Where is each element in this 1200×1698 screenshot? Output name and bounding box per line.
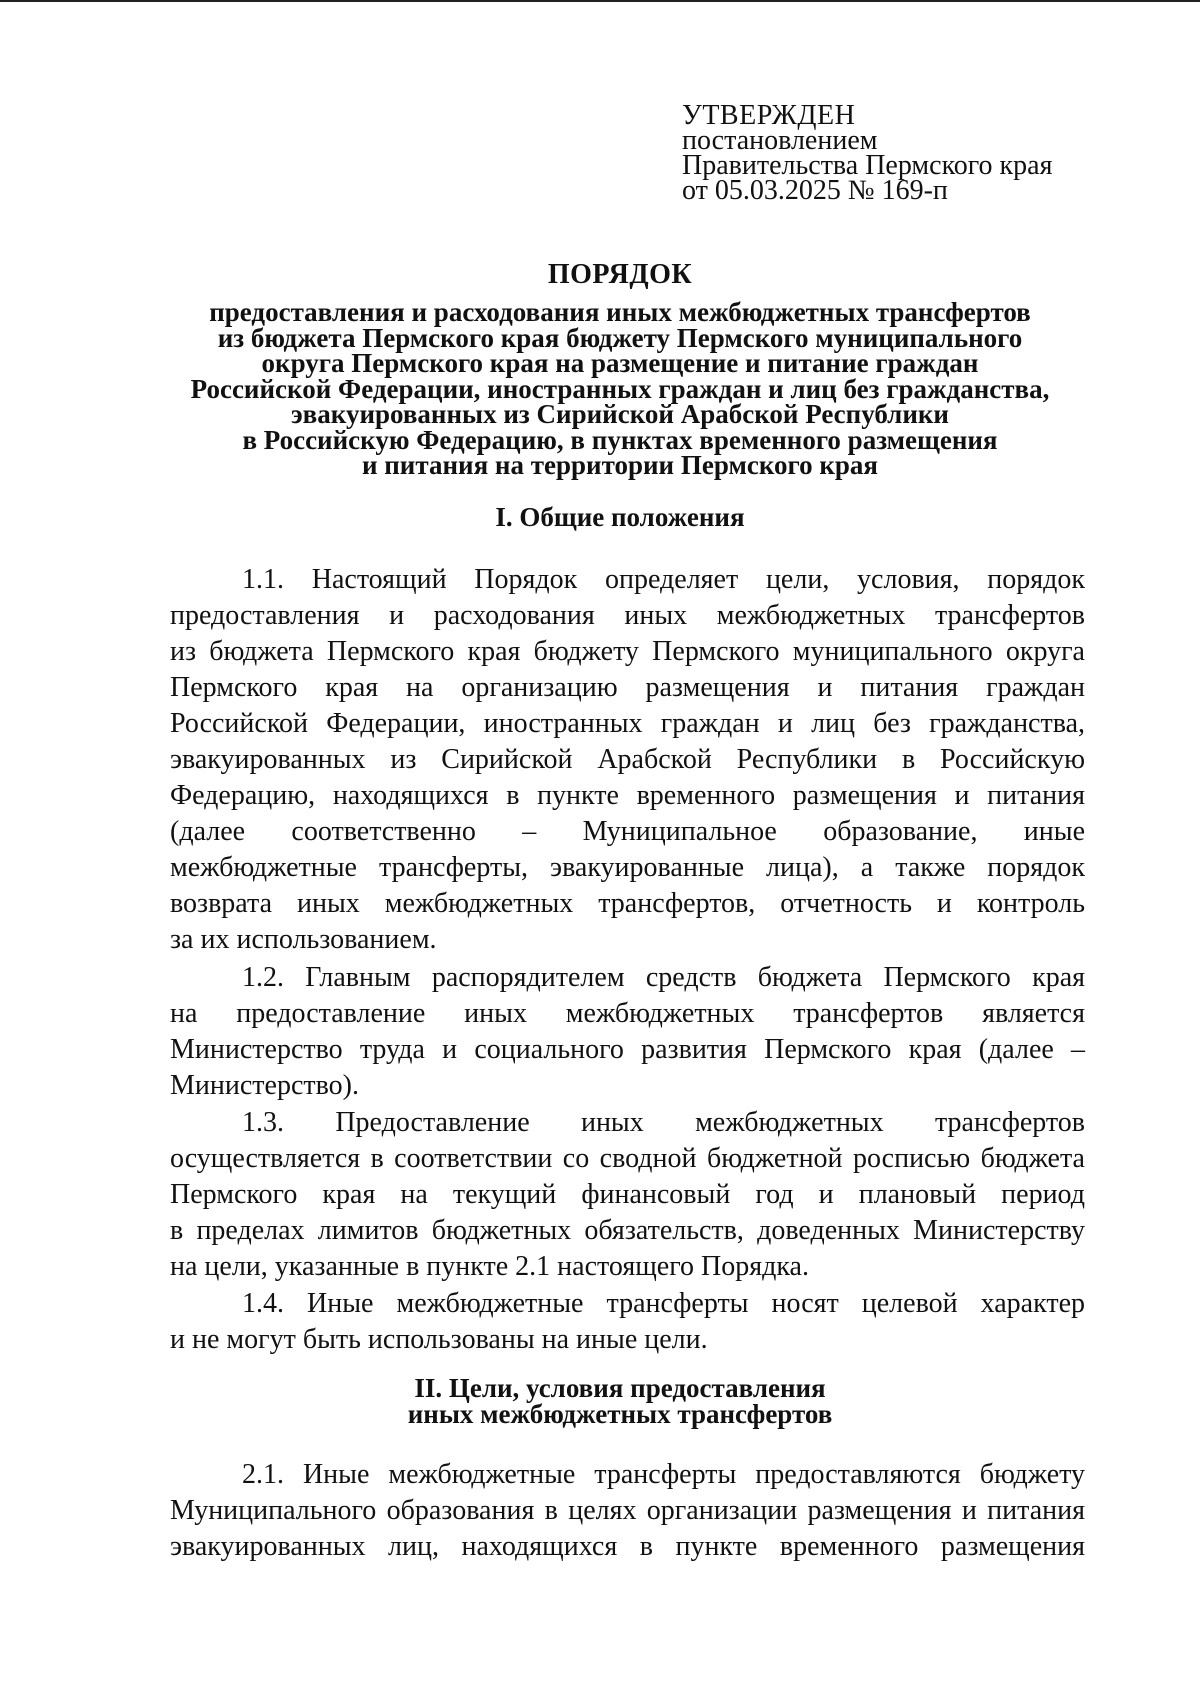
paragraph-line: Российской Федерации, иностранных граждан и лиц без гражданства,	[170, 708, 1085, 739]
paragraph-line: межбюджетные трансферты, эвакуированные лица), а также порядок	[170, 852, 1085, 883]
paragraph-line: предоставления и расходования иных межбюджетных трансфертов	[170, 600, 1085, 631]
paragraph-line: 1.2. Главным распорядителем средств бюджета Пермского края	[242, 962, 1085, 993]
subtitle-line: округа Пермского края на размещение и питание граждан	[261, 348, 979, 378]
approval-line-3: от 05.03.2025 № 169-п	[682, 175, 948, 206]
paragraph-line: эвакуированных лиц, находящихся в пункте временного размещения	[170, 1531, 1085, 1562]
subtitle-line: из бюджета Пермского края бюджету Пермского муниципального	[217, 322, 1023, 353]
paragraph-line: Федерацию, находящихся в пункте временного размещения и питания	[170, 780, 1085, 811]
paragraph-1-4	[170, 1286, 1085, 1358]
paragraph-1-1	[170, 562, 1085, 958]
subtitle-line: эвакуированных из Сирийской Арабской Республики	[291, 399, 949, 429]
section-2-heading	[150, 1373, 1090, 1429]
paragraph-line: на предоставление иных межбюджетных трансфертов является	[170, 998, 1085, 1029]
paragraph-line: в пределах лимитов бюджетных обязательств, доведенных Министерству	[170, 1215, 1085, 1246]
document-title: ПОРЯДОК	[547, 259, 693, 290]
paragraph-line: Пермского края на текущий финансовый год и плановый период	[170, 1179, 1085, 1210]
paragraph-line: Пермского края на организацию размещения и питания граждан	[170, 672, 1085, 703]
subtitle-line: и питания на территории Пермского края	[361, 450, 879, 480]
paragraph-line: осуществляется в соответствии со сводной бюджетной росписью бюджета	[170, 1143, 1085, 1174]
paragraph-2-1	[170, 1457, 1085, 1565]
paragraph-line: Муниципального образования в целях организации размещения и питания	[170, 1495, 1085, 1526]
paragraph-line: Министерство).	[170, 1070, 359, 1101]
paragraph-line: 1.3. Предоставление иных межбюджетных трансфертов	[242, 1107, 1085, 1138]
paragraph-line: 2.1. Иные межбюджетные трансферты предоставляются бюджету	[242, 1459, 1085, 1490]
paragraph-line: 1.1. Настоящий Порядок определяет цели, условия, порядок	[242, 564, 1085, 595]
page-top-edge	[0, 0, 1200, 2]
paragraph-line: за их использованием.	[170, 924, 437, 955]
paragraph-line: и не могут быть использованы на иные цели.	[170, 1324, 708, 1355]
paragraph-1-2	[170, 960, 1085, 1104]
approval-stamp	[682, 100, 1053, 206]
paragraph-line: из бюджета Пермского края бюджету Пермского муниципального округа	[170, 636, 1085, 667]
section-2-heading-line-1: II. Цели, условия предоставления	[414, 1373, 826, 1403]
paragraph-1-3	[170, 1105, 1085, 1285]
paragraph-line: эвакуированных из Сирийской Арабской Республики в Российскую	[170, 744, 1085, 775]
subtitle-line: Российской Федерации, иностранных граждан и лиц без гражданства,	[190, 373, 1050, 404]
approval-heading: УТВЕРЖДЕН	[682, 100, 856, 131]
approval-line-2: Правительства Пермского края	[682, 150, 1053, 181]
paragraph-line: на цели, указанные в пункте 2.1 настоящего Порядка.	[170, 1251, 809, 1282]
paragraph-line: возврата иных межбюджетных трансфертов, отчетность и контроль	[170, 888, 1085, 919]
section-2-heading-line-2: иных межбюджетных трансфертов	[407, 1398, 833, 1429]
section-1-heading: I. Общие положения	[495, 502, 745, 532]
paragraph-line: (далее соответственно – Муниципальное образование, иные	[170, 816, 1085, 847]
subtitle-line: в Российскую Федерацию, в пунктах временного размещения	[242, 424, 998, 455]
paragraph-line: Министерство труда и социального развития Пермского края (далее –	[170, 1034, 1085, 1065]
approval-line-1: постановлением	[682, 125, 878, 156]
paragraph-line: 1.4. Иные межбюджетные трансферты носят целевой характер	[242, 1288, 1085, 1319]
subtitle-line: предоставления и расходования иных межбюджетных трансфертов	[209, 297, 1031, 327]
document-subtitle	[150, 297, 1090, 480]
